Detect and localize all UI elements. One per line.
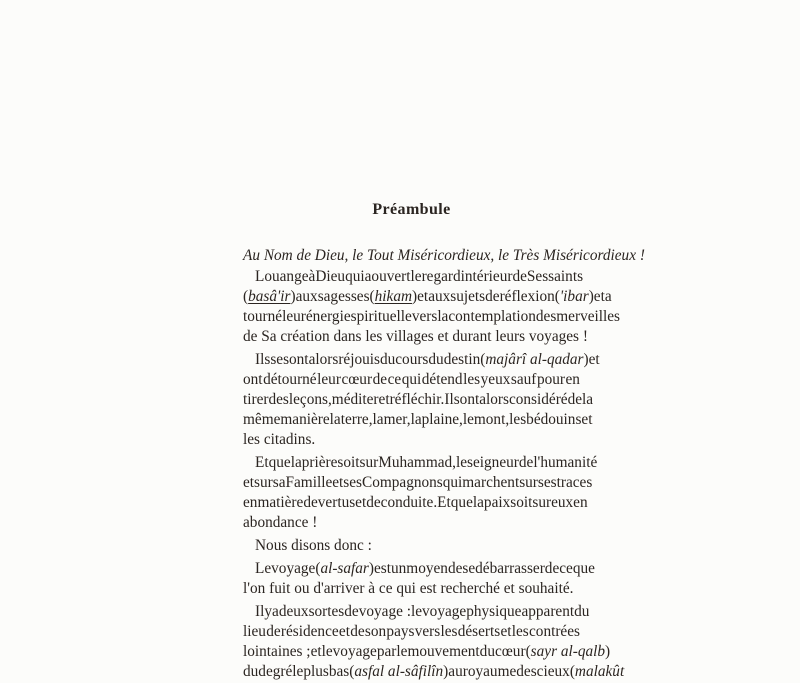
text-line bbox=[243, 473, 593, 493]
text-line bbox=[243, 513, 580, 533]
word: en bbox=[243, 494, 258, 511]
word: leçons, bbox=[288, 391, 332, 408]
word: qui bbox=[401, 371, 422, 388]
word: de bbox=[512, 268, 527, 285]
text-line bbox=[243, 622, 580, 642]
word: débarrasser bbox=[475, 560, 545, 577]
text-line bbox=[243, 350, 600, 370]
word: et bbox=[417, 288, 429, 305]
word: mont, bbox=[473, 411, 510, 428]
word: soit bbox=[337, 454, 360, 471]
word: le bbox=[396, 643, 408, 660]
word: Nous disons donc : bbox=[255, 537, 372, 554]
word: physique bbox=[466, 603, 522, 620]
word: ce bbox=[559, 560, 573, 577]
word: les bbox=[440, 623, 458, 640]
word: ses bbox=[343, 474, 362, 491]
word: se bbox=[462, 560, 476, 577]
word: vers bbox=[414, 623, 441, 640]
word: intérieur bbox=[460, 268, 513, 285]
word: Louange bbox=[255, 268, 309, 285]
word: et bbox=[593, 288, 605, 305]
word: un bbox=[391, 560, 407, 577]
word: apparent bbox=[521, 603, 575, 620]
word: (basâ'ir) bbox=[243, 288, 296, 305]
word: considéré bbox=[508, 391, 568, 408]
word: que bbox=[572, 560, 595, 577]
word: le bbox=[292, 663, 304, 680]
word: à bbox=[308, 268, 316, 285]
word: la bbox=[290, 454, 302, 471]
word: Il bbox=[255, 603, 265, 620]
word: et bbox=[332, 474, 344, 491]
word: cœur bbox=[494, 643, 526, 660]
word: au bbox=[448, 663, 463, 680]
word: Le bbox=[255, 560, 272, 577]
word: sont bbox=[283, 351, 309, 368]
word: en bbox=[565, 371, 580, 388]
word: (malakût bbox=[569, 663, 625, 680]
word: de bbox=[366, 494, 381, 511]
word: de bbox=[303, 494, 318, 511]
text-line bbox=[243, 493, 588, 513]
word: du bbox=[574, 603, 590, 620]
word: degré bbox=[258, 663, 293, 680]
word: voyage bbox=[422, 603, 467, 620]
word: de bbox=[567, 391, 583, 408]
word: ont bbox=[459, 391, 480, 408]
word: pour bbox=[536, 371, 565, 388]
word: le bbox=[462, 411, 474, 428]
word: contemplation bbox=[448, 308, 536, 325]
text-line bbox=[243, 430, 580, 450]
text-line bbox=[243, 559, 595, 579]
word: merveilles bbox=[556, 308, 620, 325]
word: sur bbox=[359, 454, 379, 471]
word: sauf bbox=[510, 371, 537, 388]
word: soit bbox=[510, 494, 533, 511]
word: et bbox=[500, 623, 512, 640]
word: les citadins. bbox=[243, 431, 316, 448]
text-line bbox=[243, 307, 620, 327]
word: lieu bbox=[243, 623, 266, 640]
word: seigneur bbox=[467, 454, 519, 471]
word: conduite. bbox=[380, 494, 438, 511]
word: ('ibar) bbox=[554, 288, 594, 305]
word: mer, bbox=[383, 411, 411, 428]
word: Dieu bbox=[315, 268, 346, 285]
word: spirituelle bbox=[350, 308, 412, 325]
text-line bbox=[243, 410, 593, 430]
text-line bbox=[243, 453, 598, 473]
word: le bbox=[410, 268, 422, 285]
word: Ils bbox=[255, 351, 271, 368]
word: qui bbox=[345, 268, 365, 285]
text-line bbox=[243, 287, 612, 307]
word: Ils bbox=[444, 391, 460, 408]
text-line bbox=[243, 267, 584, 287]
word: l'on fuit ou d'arriver à ce qui est recherché et souhaité. bbox=[243, 580, 574, 597]
word: sur bbox=[532, 494, 552, 511]
word: et bbox=[588, 351, 600, 368]
word: résidence bbox=[280, 623, 339, 640]
word: de bbox=[350, 623, 365, 640]
word: (sayr al-qalb) bbox=[525, 643, 611, 660]
text-line bbox=[243, 390, 594, 410]
word: ont bbox=[243, 371, 263, 388]
word: sa bbox=[272, 474, 286, 491]
word: eux bbox=[551, 494, 574, 511]
word: de Sa création dans les villages et durant leurs voyages ! bbox=[243, 328, 588, 345]
word: réjouis bbox=[338, 351, 380, 368]
word: par bbox=[376, 643, 397, 660]
text-line bbox=[243, 602, 590, 622]
word: même bbox=[243, 411, 281, 428]
word: de bbox=[266, 623, 281, 640]
word: terre, bbox=[340, 411, 373, 428]
word: paix bbox=[483, 494, 511, 511]
word: Et bbox=[255, 454, 269, 471]
word: sujets bbox=[450, 288, 486, 305]
word: bas bbox=[328, 663, 350, 680]
text-line bbox=[243, 370, 580, 390]
word: se bbox=[270, 351, 284, 368]
word: destin bbox=[443, 351, 481, 368]
word: aux bbox=[295, 288, 318, 305]
word: plus bbox=[303, 663, 329, 680]
word: sortes bbox=[308, 603, 345, 620]
word: le bbox=[410, 603, 423, 620]
word: (majârî al-qadar) bbox=[480, 351, 589, 368]
word: des bbox=[268, 391, 289, 408]
word: leur bbox=[317, 371, 341, 388]
word: les bbox=[511, 623, 529, 640]
word: deux bbox=[278, 603, 309, 620]
word: les bbox=[463, 371, 481, 388]
word: regard bbox=[421, 268, 461, 285]
word: méditer bbox=[331, 391, 379, 408]
word: cours bbox=[395, 351, 429, 368]
text-line bbox=[243, 327, 588, 347]
word: de bbox=[518, 454, 534, 471]
word: que bbox=[268, 454, 291, 471]
invocation-line: Au Nom de Dieu, le Tout Miséricordieux, le Très Miséricordieux ! bbox=[243, 247, 645, 264]
word: (hikam) bbox=[369, 288, 418, 305]
word: tourné bbox=[243, 308, 283, 325]
word: (asfal al-sâfilîn) bbox=[349, 663, 449, 680]
word: tirer bbox=[243, 391, 269, 408]
word: le bbox=[321, 643, 333, 660]
text-line bbox=[243, 579, 580, 599]
word: plaine, bbox=[421, 411, 463, 428]
text-line bbox=[243, 642, 611, 662]
word: Ses bbox=[526, 268, 549, 285]
word: pays bbox=[386, 623, 415, 640]
word: alors bbox=[308, 351, 339, 368]
word: l'humanité bbox=[533, 454, 598, 471]
word: ce bbox=[387, 371, 402, 388]
word: y bbox=[264, 603, 273, 620]
word: saints bbox=[548, 268, 584, 285]
word: ses bbox=[537, 474, 557, 491]
word: et bbox=[355, 494, 367, 511]
word: énergie bbox=[305, 308, 351, 325]
word: sur bbox=[254, 474, 273, 491]
word: Compagnons bbox=[362, 474, 443, 491]
word: traces bbox=[556, 474, 593, 491]
word: et bbox=[378, 391, 390, 408]
word: la bbox=[372, 411, 384, 428]
word: yeux bbox=[480, 371, 511, 388]
word: de bbox=[485, 288, 500, 305]
word: abondance ! bbox=[243, 514, 318, 531]
word: son bbox=[364, 623, 387, 640]
word: bédouins bbox=[526, 411, 582, 428]
word: leur bbox=[282, 308, 306, 325]
word: réflexion bbox=[499, 288, 555, 305]
word: du bbox=[428, 351, 444, 368]
word: contrées bbox=[529, 623, 580, 640]
word: de bbox=[344, 603, 359, 620]
word: cœur bbox=[341, 371, 373, 388]
word: en bbox=[573, 494, 588, 511]
word: la bbox=[582, 391, 594, 408]
word: que bbox=[450, 494, 473, 511]
word: et bbox=[338, 623, 350, 640]
word: et bbox=[581, 411, 593, 428]
word: a bbox=[604, 288, 612, 305]
word: le bbox=[455, 454, 468, 471]
word: Muhammad, bbox=[378, 454, 456, 471]
word: du bbox=[479, 643, 495, 660]
word: est bbox=[374, 560, 391, 577]
word: vertus bbox=[317, 494, 356, 511]
word: Et bbox=[437, 494, 451, 511]
word: a bbox=[364, 268, 372, 285]
word: détourné bbox=[263, 371, 317, 388]
word: détend bbox=[421, 371, 463, 388]
word: la bbox=[329, 411, 341, 428]
word: Famille bbox=[285, 474, 333, 491]
word: du bbox=[379, 351, 396, 368]
word: manière bbox=[280, 411, 330, 428]
word: de bbox=[544, 560, 560, 577]
word: la bbox=[472, 494, 484, 511]
word: et bbox=[310, 643, 322, 660]
word: du bbox=[243, 663, 259, 680]
word: alors bbox=[479, 391, 509, 408]
word: matière bbox=[257, 494, 304, 511]
word: sur bbox=[519, 474, 538, 491]
word: qui bbox=[442, 474, 463, 491]
word: voyage : bbox=[358, 603, 411, 620]
word: (al-safar) bbox=[315, 560, 374, 577]
word: royaume bbox=[462, 663, 517, 680]
chapter-heading: Préambule bbox=[372, 201, 451, 218]
word: des bbox=[535, 308, 557, 325]
word: ouvert bbox=[371, 268, 411, 285]
word: déserts bbox=[457, 623, 501, 640]
word: aux bbox=[428, 288, 451, 305]
word: cieux bbox=[536, 663, 570, 680]
word: a bbox=[272, 603, 279, 620]
word: la bbox=[437, 308, 449, 325]
word: de bbox=[447, 560, 463, 577]
word: et bbox=[243, 474, 255, 491]
word: vers bbox=[411, 308, 438, 325]
word: lointaines ; bbox=[243, 643, 311, 660]
text-line bbox=[243, 536, 580, 556]
word: réfléchir. bbox=[389, 391, 445, 408]
word: marchent bbox=[462, 474, 520, 491]
word: des bbox=[516, 663, 537, 680]
word: mouvement bbox=[407, 643, 480, 660]
word: moyen bbox=[406, 560, 448, 577]
word: la bbox=[410, 411, 422, 428]
word: de bbox=[372, 371, 388, 388]
word: sagesses bbox=[317, 288, 370, 305]
word: voyage bbox=[271, 560, 316, 577]
word: prière bbox=[301, 454, 338, 471]
word: les bbox=[509, 411, 527, 428]
word: voyage bbox=[332, 643, 377, 660]
text-line bbox=[243, 662, 625, 682]
